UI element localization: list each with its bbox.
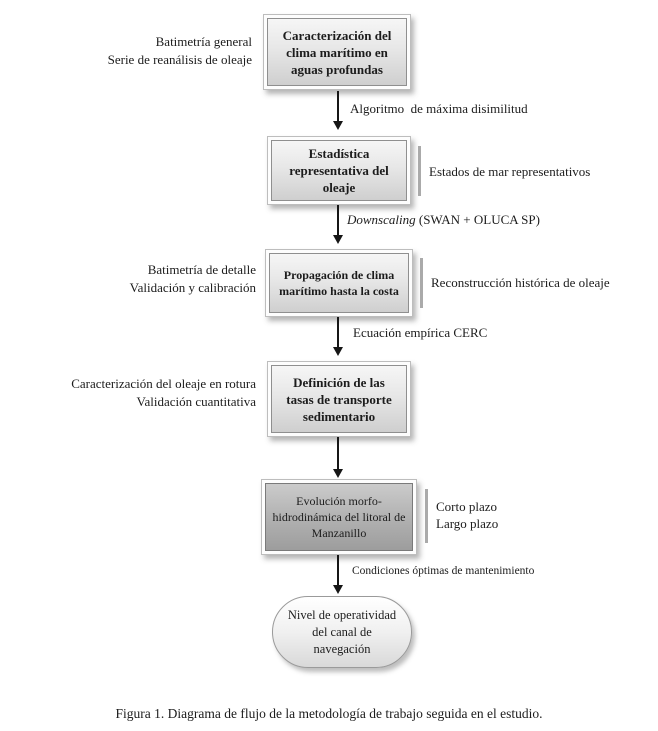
side-label: Validación cuantitativa [136,394,256,409]
step1-left-labels [108,33,252,69]
arrow-down-1 [337,91,339,130]
arrow-down-4 [337,437,339,478]
arrow-down-3 [337,317,339,356]
arrow-head-icon [333,121,343,130]
step5-right-labels [436,498,498,532]
arrow-head-icon [333,469,343,478]
step4-left-labels [71,375,256,411]
step3-left-labels [130,261,256,297]
arrow-line [337,317,339,349]
side-label: Largo plazo [436,516,499,531]
side-label: Corto plazo [436,499,498,514]
arrow1-label: Algoritmo de máxima disimilitud [350,101,528,116]
arrow-line [337,555,339,587]
arrow-head-icon [333,347,343,356]
step1-title: Caracterización del clima marítimo en aguas profundas [267,18,407,86]
step5-box [261,479,417,555]
arrow2-label-rest: (SWAN + OLUCA SP) [415,212,540,227]
arrow-line [337,437,339,471]
arrow-down-2 [337,205,339,244]
step4-title: Definición de las tasas de transporte sedimentario [271,365,407,433]
step3-box [265,249,413,317]
figure-caption: Figura 1. Diagrama de flujo de la metodología de trabajo seguida en el estudio. [115,706,543,721]
step2-right-labels [429,163,590,181]
arrow-head-icon [333,585,343,594]
side-label: Batimetría de detalle [147,262,256,277]
arrow-line [337,91,339,123]
side-label: Reconstrucción histórica de oleaje [431,275,610,290]
step2-right-bar [418,146,421,196]
step3-right-labels [431,274,610,292]
side-label: Validación y calibración [129,280,256,295]
step3-right-bar [420,258,423,308]
arrow3-label: Ecuación empírica CERC [353,325,488,340]
arrow-head-icon [333,235,343,244]
step2-title: Estadística representativa del oleaje [271,140,407,201]
step3-title: Propagación de clima marítimo hasta la costa [269,253,409,313]
side-label: Serie de reanálisis de oleaje [107,52,252,67]
arrow2-label [347,212,540,228]
terminal-title: Nivel de operatividad del canal de navegación [287,607,397,656]
step1-box [263,14,411,90]
side-label: Estados de mar representativos [429,164,591,179]
side-label: Batimetría general [155,34,252,49]
step5-right-bar [425,489,428,543]
terminal-node [272,596,412,668]
side-label: Caracterización del oleaje en rotura [71,376,256,391]
arrow-line [337,205,339,237]
arrow2-label-italic: Downscaling [347,212,416,227]
step2-box [267,136,411,205]
arrow-down-5 [337,555,339,594]
arrow5-label: Condiciones óptimas de mantenimiento [352,565,535,577]
step5-title: Evolución morfo-hidrodinámica del litoral de Manzanillo [265,483,413,551]
step4-box [267,361,411,437]
